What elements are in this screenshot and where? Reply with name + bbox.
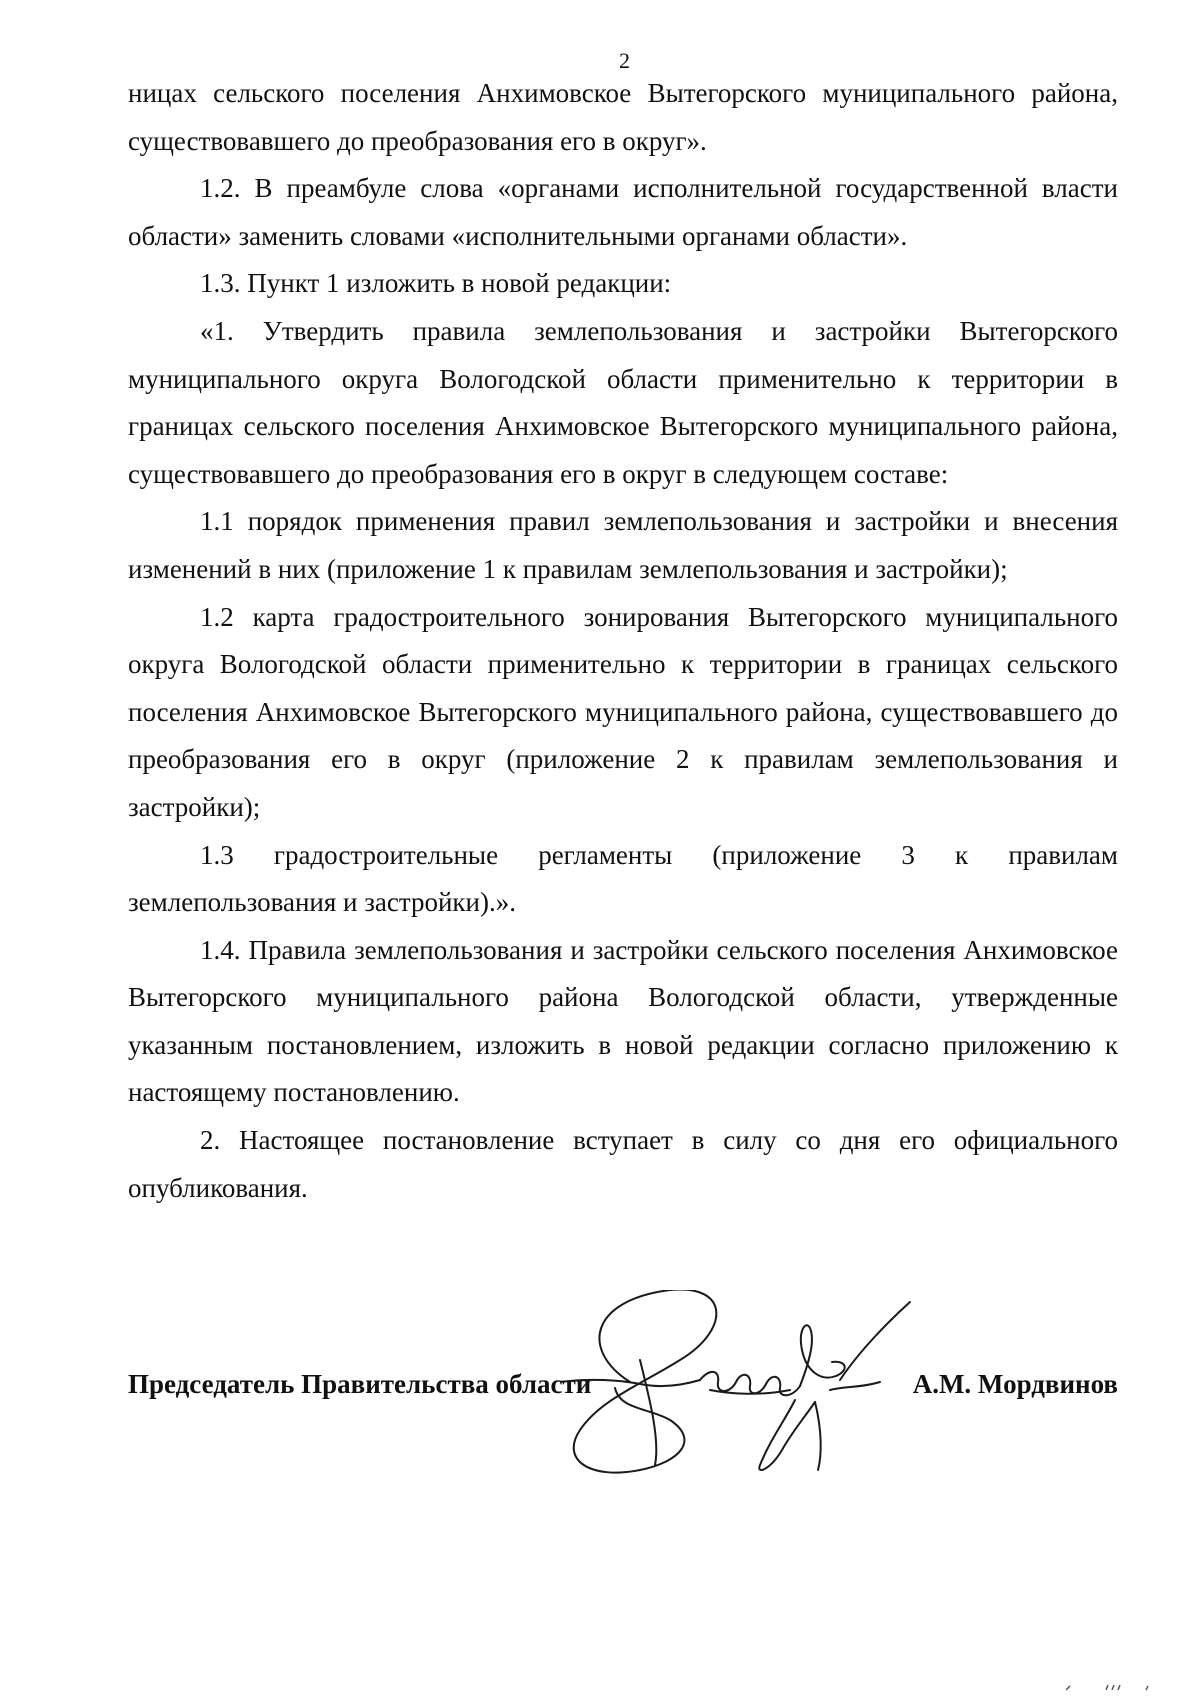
- paragraph: 1.4. Правила землепользования и застройки сельского поселения Анхимовское Вытегорского муниципального района Вологодской области, утвержденные указанным постановлением, изложить в новой редакции согласно приложению к настоящему постановлению.: [128, 934, 1118, 1108]
- paragraph: 1.3. Пункт 1 изложить в новой редакции:: [200, 268, 672, 299]
- paragraph: 1.2 карта градостроительного зонирования Вытегорского муниципального округа Вологодской области применительно к территории в границах сельского поселения Анхимовское Вытегорского муниципального района, существовавшего до преобразования его в округ (приложение 2 к правилам землепользования и застройки);: [128, 601, 1118, 822]
- paragraph: 1.2. В преамбуле слова «органами исполнительной государственной власти области» заменить словами «исполнительными органами области».: [128, 173, 1118, 251]
- document-body: [128, 70, 1118, 1212]
- page-number: 2: [619, 48, 630, 73]
- paragraph: 1.1 порядок применения правил землепользования и застройки и внесения изменений в них (приложение 1 к правилам землепользования и застройки);: [128, 506, 1118, 584]
- handwritten-signature: [560, 1290, 940, 1490]
- paragraph: ницах сельского поселения Анхимовское Вытегорского муниципального района, существовавшего до преобразования его в округ».: [128, 78, 1118, 156]
- signatory-name: А.М. Мордвинов: [912, 1369, 1118, 1399]
- paragraph: «1. Утвердить правила землепользования и застройки Вытегорского муниципального округа Вологодской области применительно к территории в границах сельского поселения Анхимовское Вытегорского муниципального района, существовавшего до преобразования его в округ в следующем составе:: [128, 315, 1118, 489]
- paragraph: 1.3 градостроительные регламенты (приложение 3 к правилам землепользования и застройки).».: [128, 839, 1118, 918]
- paragraph: 2. Настоящее постановление вступает в силу со дня его официального опубликования.: [128, 1125, 1118, 1203]
- signatory-title: Председатель Правительства области: [128, 1369, 592, 1399]
- scan-artifact: [1066, 1681, 1156, 1691]
